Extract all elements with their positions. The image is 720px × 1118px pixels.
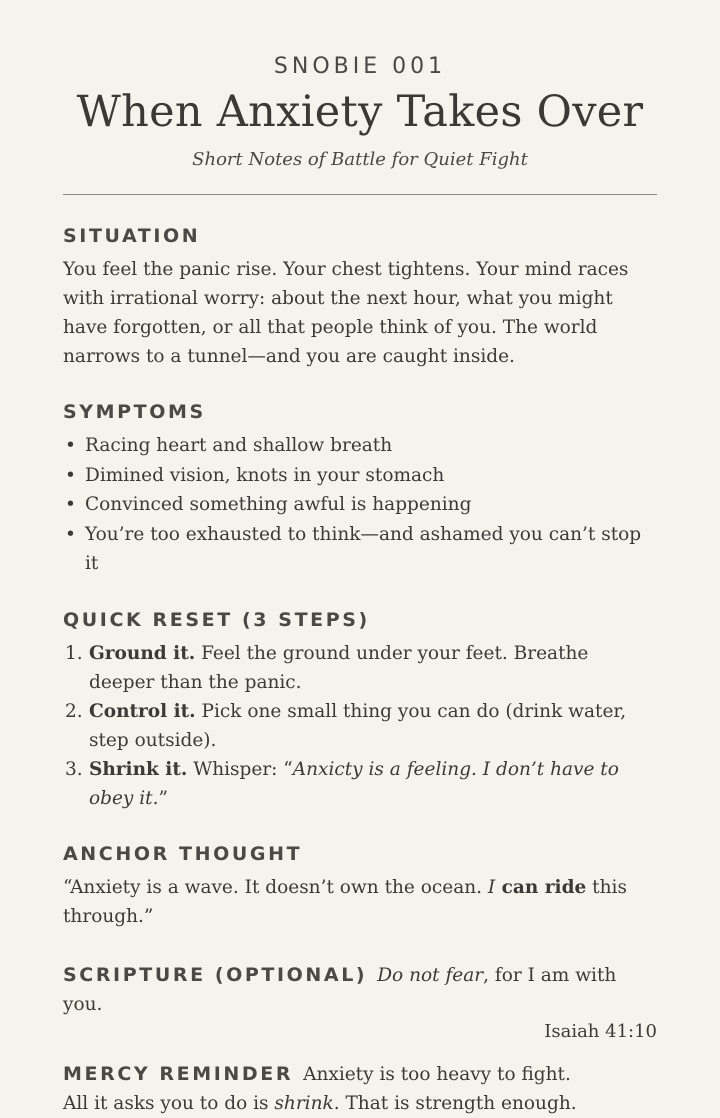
anchor-section [63,843,657,931]
list-item: • You’re too exhausted to think—and ashamed you can’t stop it [63,520,657,579]
list-item: • Convinced something awful is happening [63,490,657,520]
step-text: Whisper: “ [187,758,293,780]
page-subtitle: Short Notes of Battle for Quiet Fight [192,149,528,170]
mercy-line-2 [63,1089,657,1118]
scripture-reference: Isaiah 41:10 [544,1020,657,1042]
mercy-post: . That is strength enough. [333,1092,577,1114]
symptoms-section [63,401,657,579]
mercy-heading: MERCY REMINDER [63,1062,294,1085]
step-number: 1. [65,642,83,664]
step-text: Pick one small thing you can do (drink water, step outside). [89,700,627,751]
mercy-pre: All it asks you to do is [63,1092,275,1114]
anchor-text [63,873,657,931]
series-label: SNOBIE 001 [273,54,447,79]
list-item: • Racing heart and shallow breath [63,431,657,461]
scripture-section [63,961,657,1042]
mercy-section [63,1060,657,1118]
divider [63,194,657,195]
mercy-text-1: Anxiety is too heavy to fight. [303,1063,571,1085]
scripture-heading: SCRIPTURE (OPTIONAL) [63,963,368,986]
anchor-post: this through.” [63,876,627,927]
situation-heading: SITUATION [63,225,201,247]
step-lead: Ground it. [89,642,196,664]
step-item [63,755,657,813]
anchor-heading: ANCHOR THOUGHT [63,842,303,865]
situation-section [63,225,657,371]
step-number: 2. [65,700,83,722]
scripture-italic: Do not fear [377,964,484,986]
step-quote: Anxicty is a feeling. I don’t have to obey it. [89,758,619,809]
step-item [63,697,657,755]
anchor-italic: I [487,876,496,898]
situation-text: You feel the panic rise. Your chest tightens. Your mind races with irrational worry: about the next hour, what you might have forgotten, or all that people think of you. The world narrows to a tunnel—and you are caught inside. [63,259,629,367]
symptoms-heading: SYMPTOMS [63,401,206,423]
reset-section [63,609,657,813]
scripture-line [63,961,657,1019]
scripture-text: , for I am with you. [63,964,617,1015]
step-item [63,639,657,697]
step-lead: Control it. [89,700,196,722]
symptoms-list [63,431,657,579]
page-title: When Anxiety Takes Over [76,87,644,137]
reset-heading: QUICK RESET (3 STEPS) [63,608,370,631]
anchor-pre: “Anxiety is a wave. It doesn’t own the ocean. [63,876,488,898]
step-quote-end: ” [158,787,168,809]
list-item: • Dimined vision, knots in your stomach [63,461,657,491]
mercy-italic: shrink [274,1092,334,1114]
reset-steps [63,639,657,813]
step-number: 3. [65,758,83,780]
step-text: Feel the ground under your feet. Breathe deeper than the panic. [89,642,589,693]
anchor-bold: can ride [495,876,587,898]
mercy-line-1 [63,1060,657,1089]
step-lead: Shrink it. [89,758,188,780]
